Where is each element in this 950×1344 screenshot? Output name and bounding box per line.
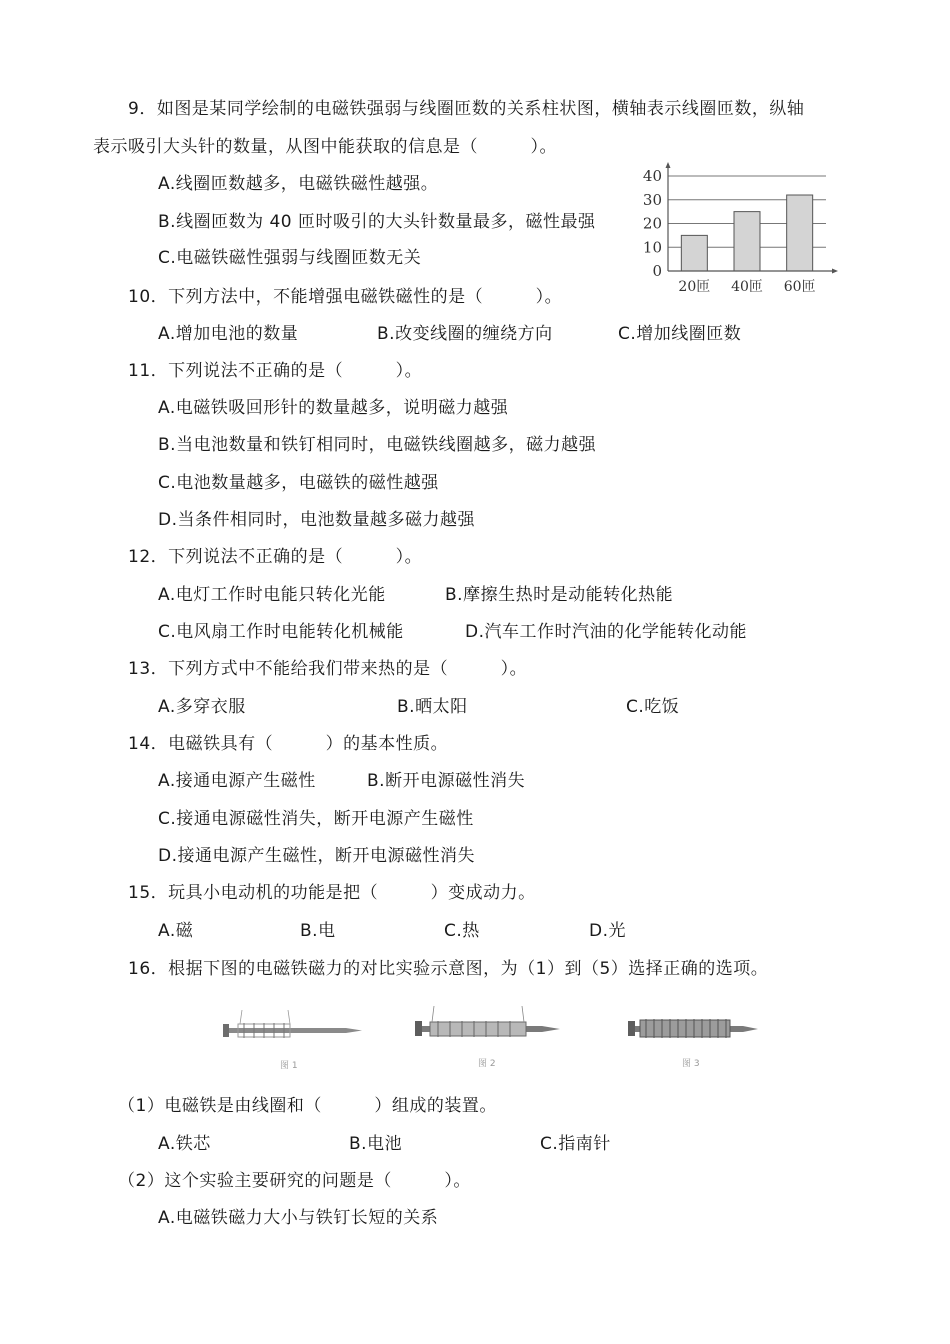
q14-option-b: B.断开电源磁性消失 <box>367 771 526 791</box>
chart-y-axis-arrow <box>666 162 671 168</box>
figure-1-label: 图 1 <box>280 1061 298 1071</box>
q11-stem: 11．下列说法不正确的是（ ）。 <box>128 361 423 381</box>
q12-option-d: D.汽车工作时汽油的化学能转化动能 <box>465 622 747 642</box>
q9-stem-line2: 表示吸引大头针的数量，从图中能获取的信息是（ ）。 <box>93 137 557 157</box>
q16-stem: 16．根据下图的电磁铁磁力的对比实验示意图，为（1）到（5）选择正确的选项。 <box>128 959 769 979</box>
q11-option-d: D.当条件相同时，电池数量越多磁力越强 <box>158 510 475 530</box>
figure-1-electromagnet <box>223 1010 362 1038</box>
q11-option-c: C.电池数量越多，电磁铁的磁性越强 <box>158 473 439 493</box>
q13-option-a: A.多穿衣服 <box>158 697 246 717</box>
q16-sub2-stem: （2）这个实验主要研究的问题是（ ）。 <box>118 1171 471 1191</box>
q11-option-a: A.电磁铁吸回形针的数量越多，说明磁力越强 <box>158 398 509 418</box>
q14-option-c: C.接通电源磁性消失，断开电源产生磁性 <box>158 809 474 829</box>
q16-sub1-stem: （1）电磁铁是由线圈和（ ）组成的装置。 <box>118 1096 497 1116</box>
chart-y-tick-label: 30 <box>642 190 662 209</box>
chart-y-ticks <box>643 167 662 280</box>
q13-option-c: C.吃饭 <box>626 697 680 717</box>
q11-option-b: B.当电池数量和铁钉相同时，电磁铁线圈越多，磁力越强 <box>158 435 597 455</box>
q16-sub1-option-c: C.指南针 <box>540 1134 611 1154</box>
q15-option-d: D.光 <box>589 921 626 941</box>
q9-stem-line1: 9．如图是某同学绘制的电磁铁强弱与线圈匝数的关系柱状图，横轴表示线圈匝数，纵轴 <box>128 99 805 119</box>
q14-stem: 14．电磁铁具有（ ）的基本性质。 <box>128 734 449 754</box>
q15-option-c: C.热 <box>444 921 480 941</box>
q12-option-b: B.摩擦生热时是动能转化热能 <box>445 585 674 605</box>
q15-option-a: A.磁 <box>158 921 194 941</box>
q13-stem: 13．下列方式中不能给我们带来热的是（ ）。 <box>128 659 528 679</box>
figure-3-electromagnet <box>628 1019 758 1038</box>
chart-y-tick-label: 10 <box>642 238 662 257</box>
q9-option-c: C.电磁铁磁性强弱与线圈匝数无关 <box>158 248 422 268</box>
q16-experiment-figures <box>220 1004 760 1074</box>
chart-bar <box>681 235 707 271</box>
q10-option-c: C.增加线圈匝数 <box>618 324 742 344</box>
q14-option-d: D.接通电源产生磁性，断开电源磁性消失 <box>158 846 475 866</box>
q9-option-b: B.线圈匝数为 40 匝时吸引的大头针数量最多，磁性最强 <box>158 212 596 232</box>
q10-option-a: A.增加电池的数量 <box>158 324 299 344</box>
chart-bars <box>681 195 812 271</box>
q12-option-c: C.电风扇工作时电能转化机械能 <box>158 622 404 642</box>
chart-y-tick-label: 20 <box>642 214 662 233</box>
chart-x-tick-label: 20匝 <box>678 279 711 295</box>
q15-stem: 15．玩具小电动机的功能是把（ ）变成动力。 <box>128 883 536 903</box>
q12-option-a: A.电灯工作时电能只转化光能 <box>158 585 386 605</box>
q9-option-a: A.线圈匝数越多，电磁铁磁性越强。 <box>158 174 439 194</box>
q9-bar-chart <box>636 162 842 297</box>
chart-x-tick-label: 60匝 <box>783 279 816 295</box>
figure-3-label: 图 3 <box>682 1059 700 1069</box>
chart-y-tick-label: 40 <box>642 167 662 185</box>
chart-y-tick-label: 0 <box>652 262 662 280</box>
chart-bar <box>787 195 813 271</box>
q16-sub2-option-a: A.电磁铁磁力大小与铁钉长短的关系 <box>158 1208 439 1228</box>
figure-2-electromagnet <box>415 1006 560 1037</box>
q15-option-b: B.电 <box>300 921 336 941</box>
q16-sub1-option-b: B.电池 <box>349 1134 403 1154</box>
q13-option-b: B.晒太阳 <box>397 697 468 717</box>
figure-2-label: 图 2 <box>478 1059 496 1069</box>
chart-x-tick-label: 40匝 <box>731 279 763 295</box>
chart-x-axis-arrow <box>832 269 838 274</box>
q12-stem: 12．下列说法不正确的是（ ）。 <box>128 547 423 567</box>
chart-x-ticks <box>678 279 815 295</box>
q10-option-b: B.改变线圈的缠绕方向 <box>377 324 553 344</box>
q10-stem: 10．下列方法中，不能增强电磁铁磁性的是（ ）。 <box>128 287 563 307</box>
q14-option-a: A.接通电源产生磁性 <box>158 771 316 791</box>
chart-bar <box>734 212 760 271</box>
q16-sub1-option-a: A.铁芯 <box>158 1134 211 1154</box>
